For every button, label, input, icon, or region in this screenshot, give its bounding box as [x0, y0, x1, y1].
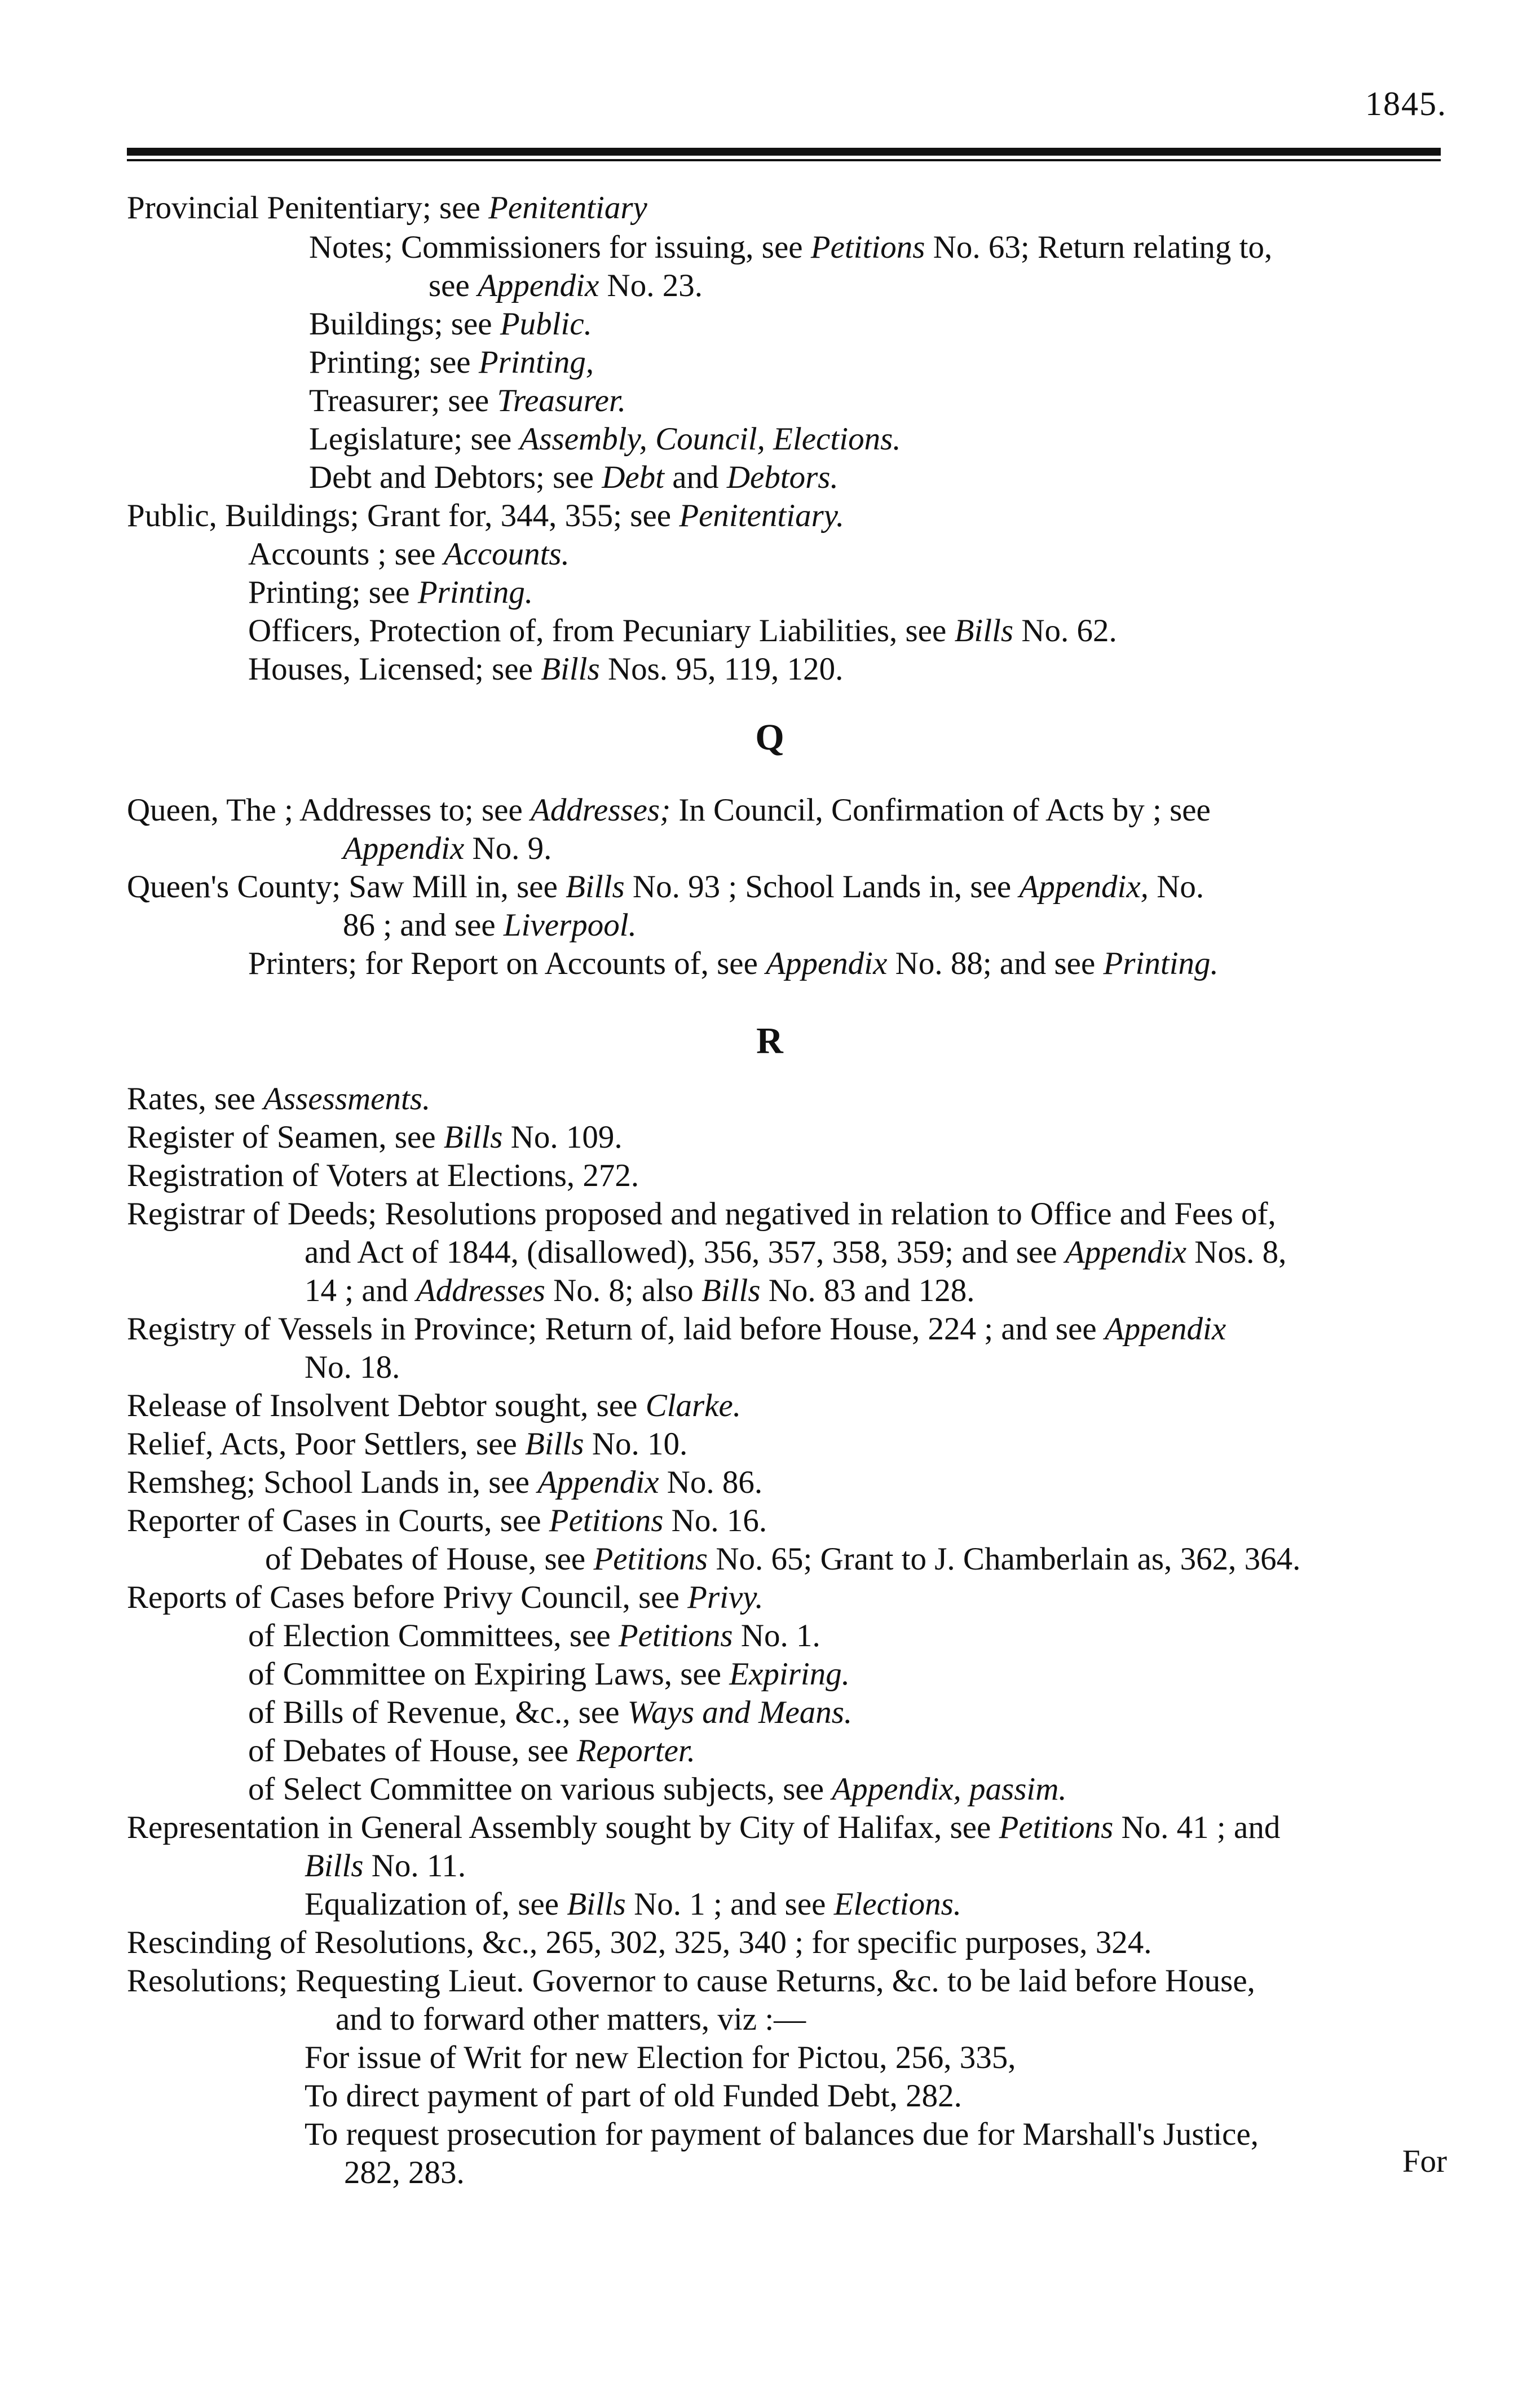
index-reference: Petitions — [999, 1810, 1114, 1845]
index-reference: Petitions — [593, 1541, 708, 1577]
index-reference: Addresses — [416, 1273, 545, 1308]
index-text: of Election Committees, see — [248, 1618, 619, 1654]
index-line — [305, 1850, 466, 1882]
index-reference: Appendix — [343, 831, 465, 866]
index-line — [248, 1620, 820, 1652]
index-line — [127, 1083, 430, 1115]
index-reference: Penitentiary — [488, 190, 647, 226]
index-line — [344, 2157, 465, 2189]
index-text: and Act of 1844, (disallowed), 356, 357, 358, 359; and see — [305, 1235, 1065, 1270]
index-reference: Accounts. — [443, 536, 570, 572]
index-text: No. 41 ; and — [1113, 1810, 1281, 1845]
index-line — [305, 1351, 400, 1383]
section-letter: R — [756, 1020, 783, 1061]
index-text: of Debates of House, see — [265, 1541, 594, 1577]
index-line — [127, 1390, 741, 1422]
index-line — [127, 1159, 639, 1192]
index-text: 14 ; and — [305, 1273, 416, 1308]
index-text: In Council, Confirmation of Acts by ; see — [670, 792, 1211, 828]
index-text: Treasurer; see — [309, 383, 497, 418]
index-text: To direct payment of part of old Funded Debt, 282. — [305, 2078, 962, 2114]
index-reference: Expiring. — [729, 1656, 850, 1692]
index-text: No. 10. — [584, 1426, 688, 1462]
index-line — [127, 1198, 1276, 1230]
index-reference: Printing. — [1103, 946, 1219, 981]
index-line — [127, 1313, 1226, 1345]
index-text: see — [429, 268, 478, 303]
index-text: of Select Committee on various subjects, see — [248, 1771, 832, 1807]
index-reference: Bills — [566, 869, 625, 905]
index-text: No. 88; and see — [887, 946, 1104, 981]
index-reference: Debt — [602, 460, 664, 495]
index-text: 282, 283. — [344, 2155, 465, 2190]
index-text: No. 9. — [464, 831, 552, 866]
index-text: No. 16. — [663, 1503, 767, 1538]
index-text: Relief, Acts, Poor Settlers, see — [127, 1426, 526, 1462]
index-text: Provincial Penitentiary; see — [127, 190, 489, 226]
index-reference: Elections. — [833, 1886, 962, 1922]
index-line — [309, 346, 594, 378]
index-text: Rescinding of Resolutions, &c., 265, 302, 325, 340 ; for specific purposes, 324. — [127, 1925, 1152, 1960]
index-text: For issue of Writ for new Election for Pictou, 256, 335, — [305, 2040, 1016, 2075]
index-reference: Printing. — [417, 575, 533, 610]
index-text: of Committee on Expiring Laws, see — [248, 1656, 730, 1692]
index-reference: Assessments. — [263, 1081, 431, 1117]
index-text: Houses, Licensed; see — [248, 651, 541, 687]
index-text: Representation in General Assembly sought by City of Halifax, see — [127, 1810, 999, 1845]
index-line — [248, 615, 1117, 647]
index-line — [248, 653, 843, 685]
index-reference: Bills — [954, 613, 1014, 649]
index-reference: Reporter. — [576, 1733, 696, 1769]
page-year: 1845. — [1365, 85, 1447, 122]
index-line — [305, 1236, 1286, 1268]
index-reference: Bills — [525, 1426, 584, 1462]
index-text: Printers; for Report on Accounts of, see — [248, 946, 766, 981]
index-text: No. 83 and 128. — [760, 1273, 975, 1308]
index-text: Accounts ; see — [248, 536, 444, 572]
index-reference: Appendix, passim. — [832, 1771, 1067, 1807]
index-line — [127, 500, 844, 532]
index-line — [343, 832, 551, 865]
index-reference: Appendix — [766, 946, 888, 981]
index-reference: Liverpool. — [503, 907, 637, 943]
index-text: No. 62. — [1013, 613, 1117, 649]
index-line — [248, 1658, 850, 1690]
index-line — [127, 1466, 762, 1498]
index-line — [127, 1121, 623, 1153]
index-line — [309, 423, 901, 455]
index-text: Registrar of Deeds; Resolutions proposed and negatived in relation to Office and Fees of, — [127, 1196, 1276, 1232]
index-text: Remsheg; School Lands in, see — [127, 1465, 538, 1500]
index-line — [248, 1696, 852, 1729]
index-reference: Bills — [305, 1848, 364, 1884]
index-reference: Printing, — [478, 345, 594, 380]
header-rule-thick — [127, 148, 1441, 156]
index-reference: Assembly, Council, Elections. — [519, 421, 901, 457]
index-reference: Bills — [443, 1119, 503, 1155]
index-text: Debt and Debtors; see — [309, 460, 602, 495]
index-reference: Ways and Means. — [627, 1695, 853, 1730]
index-line — [127, 871, 1204, 903]
index-text: Nos. 8, — [1186, 1235, 1287, 1270]
index-text: Legislature; see — [309, 421, 520, 457]
index-reference: Treasurer. — [497, 383, 626, 418]
index-text: Registration of Voters at Elections, 272. — [127, 1158, 639, 1193]
index-reference: Petitions — [618, 1618, 733, 1654]
index-reference: Appendix, — [1019, 869, 1149, 905]
index-line — [305, 1888, 961, 1920]
index-text: Printing; see — [309, 345, 479, 380]
index-text: No. 93 ; School Lands in, see — [624, 869, 1020, 905]
index-line — [305, 2042, 1016, 2074]
index-text: Nos. 95, 119, 120. — [599, 651, 844, 687]
index-text: Officers, Protection of, from Pecuniary Liabilities, see — [248, 613, 955, 649]
index-line — [127, 1926, 1151, 1959]
index-text: Queen's County; Saw Mill in, see — [127, 869, 566, 905]
index-line — [309, 385, 626, 417]
section-letter: Q — [755, 717, 784, 758]
index-text: No. 86. — [659, 1465, 763, 1500]
index-line — [127, 1505, 767, 1537]
index-reference: Petitions — [810, 230, 925, 265]
index-text: No. 1. — [733, 1618, 820, 1654]
index-text: To request prosecution for payment of balances due for Marshall's Justice, — [305, 2117, 1259, 2152]
index-text: No. 8; also — [545, 1273, 701, 1308]
index-text: Resolutions; Requesting Lieut. Governor to cause Returns, &c. to be laid before House, — [127, 1963, 1255, 1999]
index-text: No. 18. — [305, 1350, 400, 1385]
index-line — [248, 538, 570, 570]
index-line — [305, 1275, 974, 1307]
index-line — [127, 794, 1211, 826]
index-line — [127, 1965, 1255, 1997]
index-text: Release of Insolvent Debtor sought, see — [127, 1388, 646, 1423]
index-text: 86 ; and see — [343, 907, 504, 943]
index-text: No. 1 ; and see — [625, 1886, 834, 1922]
index-line — [127, 1581, 764, 1613]
index-reference: Clarke. — [645, 1388, 742, 1423]
index-text: No. 109. — [502, 1119, 623, 1155]
index-line — [248, 947, 1219, 980]
index-text: Notes; Commissioners for issuing, see — [309, 230, 811, 265]
index-reference: Appendix — [537, 1465, 659, 1500]
index-reference: Bills — [701, 1273, 761, 1308]
index-reference: Debtors. — [726, 460, 839, 495]
index-reference: Appendix — [478, 268, 599, 303]
index-text: Printing; see — [248, 575, 418, 610]
index-reference: Addresses; — [531, 792, 671, 828]
index-reference: Privy. — [687, 1580, 764, 1615]
index-line — [127, 1428, 687, 1460]
index-line — [305, 2118, 1259, 2150]
index-line — [429, 270, 703, 302]
index-text: Public, Buildings; Grant for, 344, 355; see — [127, 498, 679, 534]
index-line — [309, 308, 592, 340]
index-reference: Bills — [567, 1886, 626, 1922]
index-reference: Penitentiary. — [679, 498, 845, 534]
catchword: For — [1402, 2144, 1447, 2179]
index-line — [127, 1811, 1280, 1844]
index-text: Registry of Vessels in Province; Return of, laid before House, 224 ; and see — [127, 1311, 1105, 1347]
header-rule-thin — [127, 159, 1441, 161]
index-text: Buildings; see — [309, 306, 500, 342]
index-reference: Appendix — [1104, 1311, 1226, 1347]
index-text: No. 23. — [599, 268, 703, 303]
index-text: of Debates of House, see — [248, 1733, 577, 1769]
index-line — [305, 2080, 962, 2112]
index-text: Equalization of, see — [305, 1886, 567, 1922]
index-line — [127, 192, 647, 224]
index-text: Rates, see — [127, 1081, 264, 1117]
index-text: No. 65; Grant to J. Chamberlain as, 362, 364. — [708, 1541, 1301, 1577]
index-line — [248, 576, 533, 609]
index-text: Register of Seamen, see — [127, 1119, 444, 1155]
index-line — [248, 1773, 1067, 1805]
index-text: and — [664, 460, 727, 495]
index-text: and to forward other matters, viz :— — [336, 2001, 806, 2037]
index-text: No. — [1148, 869, 1204, 905]
index-line — [309, 461, 839, 493]
index-text: No. 11. — [363, 1848, 466, 1884]
index-line — [309, 231, 1272, 263]
index-reference: Appendix — [1065, 1235, 1187, 1270]
index-line — [248, 1735, 695, 1767]
index-text: of Bills of Revenue, &c., see — [248, 1695, 628, 1730]
index-reference: Petitions — [549, 1503, 664, 1538]
index-line — [265, 1543, 1300, 1575]
index-line — [343, 909, 637, 941]
index-text: No. 63; Return relating to, — [925, 230, 1273, 265]
index-text: Queen, The ; Addresses to; see — [127, 792, 531, 828]
index-line — [336, 2003, 806, 2035]
index-reference: Bills — [541, 651, 600, 687]
index-text: Reporter of Cases in Courts, see — [127, 1503, 549, 1538]
index-reference: Public. — [500, 306, 592, 342]
index-text: Reports of Cases before Privy Council, see — [127, 1580, 688, 1615]
